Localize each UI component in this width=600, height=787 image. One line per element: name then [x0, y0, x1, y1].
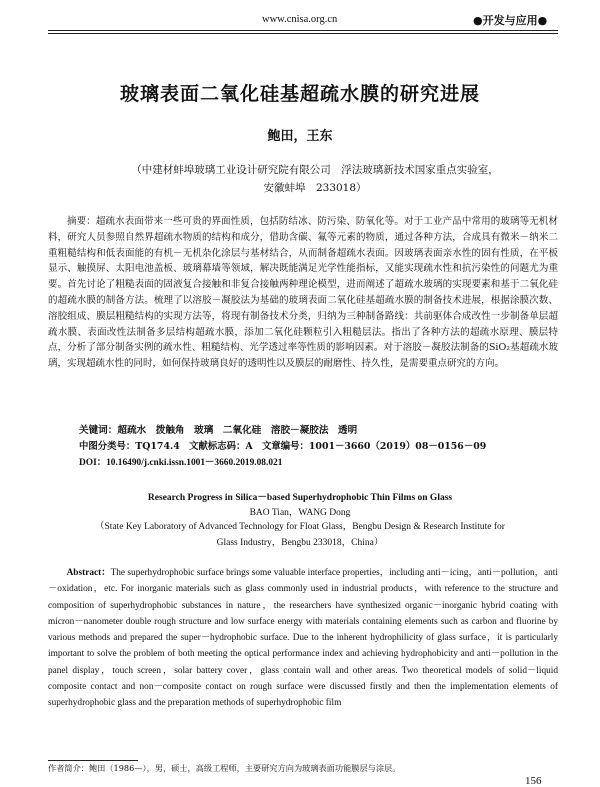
section-label: ●开发与应用●: [473, 14, 548, 27]
classification-line: 中图分类号：TQ174.4 文献标志码：A 文章编号：1001－3660（2019）08－0156－09: [79, 441, 487, 452]
header-rule: [48, 33, 558, 34]
affiliation-cn-line: （中建材蚌埠玻璃工业设计研究院有限公司 浮法玻璃新技术国家重点实验室，: [131, 164, 499, 176]
doi-line: DOI：10.16490/j.cnki.issn.1001－3660.2019.08.021: [79, 458, 283, 468]
affiliation-cn-line: 安徽蚌埠 233018）: [263, 182, 367, 194]
abstract-en: [48, 565, 558, 712]
abstract-en-label: Abstract：: [66, 568, 111, 578]
affiliation-en: [70, 519, 530, 551]
page-number: 156: [525, 775, 542, 787]
abstract-cn: 摘要：超疏水表面带来一些可贵的界面性质，包括防结冰、防污染、防氧化等。对于工业产品中常用的玻璃等无机材料，研究人员参照自然界超疏水物质的结构和成分，借助含碳、氟等元素的物质，通过各种方法，合成具有微米－纳米二重粗糙结构和低表面能的有机－无机杂化涂层与基材结合，从而制备超疏水表面。因玻璃表面亲水性的固有性质，在平板显示、触摸屏、太阳电池盖板、玻璃幕墙等领域，解决既能满足光学性能指标，又能实现疏水性和抗污染性的问题尤为重要。首先讨论了粗糙表面的固液复合接触和非复合接触两种理论模型，进而阐述了超疏水玻璃的实现要素和基于二氧化硅的超疏水膜的制备方法。梳理了以溶胶－凝胶法为基础的玻璃表面二氧化硅基超疏水膜的制备技术进展，根据涂膜次数、溶胶组成、膜层粗糙结构的实现方法等，将现有制备技术分类，归纳为三种制备路线：共前驱体合成改性一步制备单层超疏水膜、表面改性法制备多层结构超疏水膜，添加二氧化硅颗粒引入粗糙层法。指出了各种方法的超疏水原理、膜层特点，分析了部分制备实例的疏水性、粗糙结构、光学透过率等性质的影响因素。对于溶胶－凝胶法制备的SiO₂基超疏水玻璃，实现超疏水性的同时，如何保持玻璃良好的透明性以及膜层的耐磨性、持久性，是需要重点研究的方向。: [48, 216, 558, 370]
authors-en: BAO Tian，WANG Dong: [249, 508, 351, 518]
authors-cn: 鲍田，王东: [267, 129, 333, 144]
footnote-rule: [48, 760, 138, 761]
article-title-cn: 玻璃表面二氧化硅基超疏水膜的研究进展: [119, 83, 480, 105]
journal-website: www.cnisa.org.cn: [262, 14, 338, 25]
keywords-cn: 关键词：超疏水 拨触角 玻璃 二氧化硅 溶胶－凝胶法 透明: [79, 425, 358, 436]
author-footnote: 作者简介：鲍田（1986—），男，硕士，高级工程师，主要研究方向为玻璃表面功能膜层与涂层。: [48, 763, 401, 773]
affiliation-en-line: （State Key Laboratory of Advanced Technology for Float Glass，Bengbu Design & Research Institute for: [95, 522, 505, 532]
header-rule: [48, 30, 558, 31]
abstract-en-text: The superhydrophobic surface brings some valuable interface properties，including anti－icing，anti－pollution，anti－oxidation，etc. For inorganic materials such as glass commonly used in industrial products，with reference to the structure and composition of superhydrophobic substances in nature，the researchers have synthesized organic－inorganic hybrid coating with micron－nanometer double rough structure and low surface energy with materials containing elements such as carbon and fluorine by various methods and prepared the super－hydrophobic surface. Due to the inherent hydrophilicity of glass surface，it is particularly important to solve the problem of both meeting the optical performance index and achieving hydrophobicity and anti－pollution in the panel display，touch screen，solar battery cover，glass contain wall and other areas. Two theoretical models of solid－liquid composite contact and non－composite contact on rough surface were discussed firstly and then the implementation elements of superhydrophobic glass and the preparation methods of superhydrophobic film: [48, 568, 558, 709]
affiliation-en-line: Glass Industry，Bengbu 233018，China）: [216, 538, 384, 548]
affiliation-cn: [80, 161, 550, 197]
article-title-en: Research Progress in Silica－based Superhydrophobic Thin Films on Glass: [147, 493, 453, 503]
